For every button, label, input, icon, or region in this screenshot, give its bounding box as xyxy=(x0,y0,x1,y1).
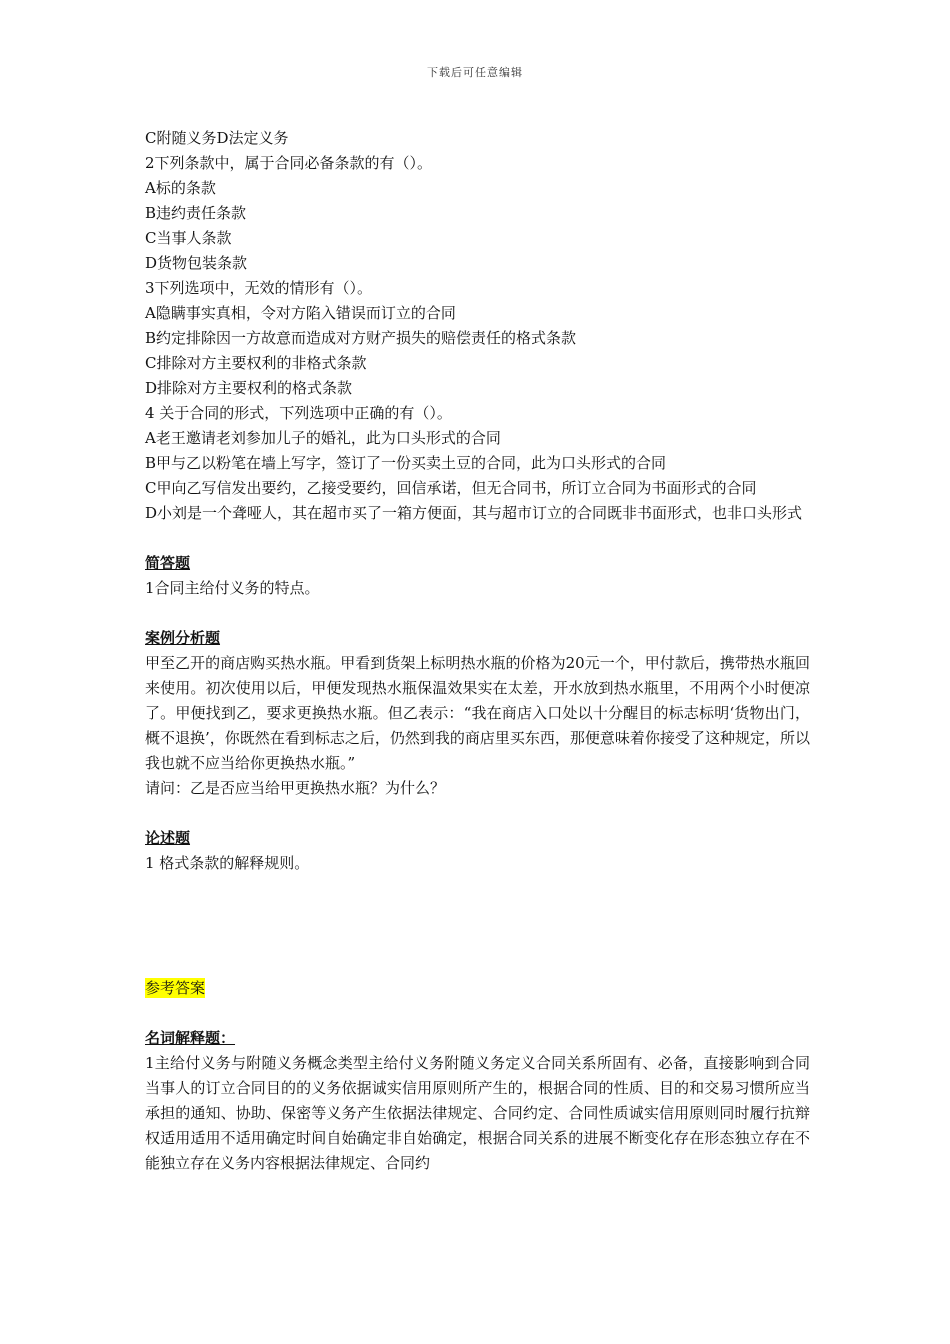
document-body xyxy=(145,126,810,1176)
spacer xyxy=(145,876,810,901)
essay-question: 1 格式条款的解释规则。 xyxy=(145,854,310,872)
q4-option-c: C甲向乙写信发出要约，乙接受要约，回信承诺，但无合同书，所订立合同为书面形式的合同 xyxy=(145,479,757,497)
q3-option-b: B约定排除因一方故意而造成对方财产损失的赔偿责任的格式条款 xyxy=(145,329,577,347)
reference-answers-label: 参考答案 xyxy=(145,979,206,997)
q4-option-b: B甲与乙以粉笔在墙上写字，签订了一份买卖土豆的合同，此为口头形式的合同 xyxy=(145,454,667,472)
q1-options-tail: C附随义务D法定义务 xyxy=(145,129,289,147)
q2-option-c: C当事人条款 xyxy=(145,229,232,247)
q4-option-d: D小刘是一个聋哑人，其在超市买了一箱方便面，其与超市订立的合同既非书面形式，也非口头形式 xyxy=(145,504,803,522)
case-analysis-heading: 案例分析题 xyxy=(145,629,221,647)
short-answer-heading: 简答题 xyxy=(145,554,191,572)
case-analysis-body: 甲至乙开的商店购买热水瓶。甲看到货架上标明热水瓶的价格为20元一个，甲付款后，携带热水瓶回来使用。初次使用以后，甲便发现热水瓶保温效果实在太差，开水放到热水瓶里，不用两个小时便凉了。甲便找到乙，要求更换热水瓶。但乙表示：“我在商店入口处以十分醒目的标志标明‘货物出门，概不退换’，你既然在看到标志之后，仍然到我的商店里买东西，那便意味着你接受了这种规定，所以我也就不应当给你更换热水瓶。” xyxy=(145,654,810,772)
spacer xyxy=(145,801,810,826)
q4-stem: 4 关于合同的形式，下列选项中正确的有（）。 xyxy=(145,404,452,422)
q2-option-a: A标的条款 xyxy=(145,179,216,197)
spacer xyxy=(145,526,810,551)
q2-stem: 2下列条款中，属于合同必备条款的有（）。 xyxy=(145,154,433,172)
q2-option-d: D货物包装条款 xyxy=(145,254,248,272)
spacer xyxy=(145,901,810,926)
spacer xyxy=(145,1001,810,1026)
q3-option-c: C排除对方主要权利的非格式条款 xyxy=(145,354,367,372)
q3-option-d: D排除对方主要权利的格式条款 xyxy=(145,379,353,397)
essay-heading: 论述题 xyxy=(145,829,191,847)
spacer xyxy=(145,601,810,626)
q3-stem: 3下列选项中，无效的情形有（）。 xyxy=(145,279,373,297)
page-header: 下载后可任意编辑 xyxy=(427,66,523,79)
term-explanation-body: 1主给付义务与附随义务概念类型主给付义务附随义务定义合同关系所固有、必备，直接影响到合同当事人的订立合同目的的义务依据诚实信用原则所产生的，根据合同的性质、目的和交易习惯所应当承担的通知、协助、保密等义务产生依据法律规定、合同约定、合同性质诚实信用原则同时履行抗辩权适用适用不适用确定时间自始确定非自始确定，根据合同关系的进展不断变化存在形态独立存在不能独立存在义务内容根据法律规定、合同约 xyxy=(145,1054,810,1172)
q4-option-a: A老王邀请老刘参加儿子的婚礼，此为口头形式的合同 xyxy=(145,429,501,447)
short-answer-question: 1合同主给付义务的特点。 xyxy=(145,579,320,597)
q3-option-a: A隐瞒事实真相，令对方陷入错误而订立的合同 xyxy=(145,304,456,322)
case-analysis-question: 请问：乙是否应当给甲更换热水瓶？为什么？ xyxy=(145,779,446,797)
term-explanation-heading: 名词解释题： xyxy=(145,1029,236,1047)
spacer xyxy=(145,926,810,951)
spacer xyxy=(145,951,810,976)
q2-option-b: B违约责任条款 xyxy=(145,204,247,222)
